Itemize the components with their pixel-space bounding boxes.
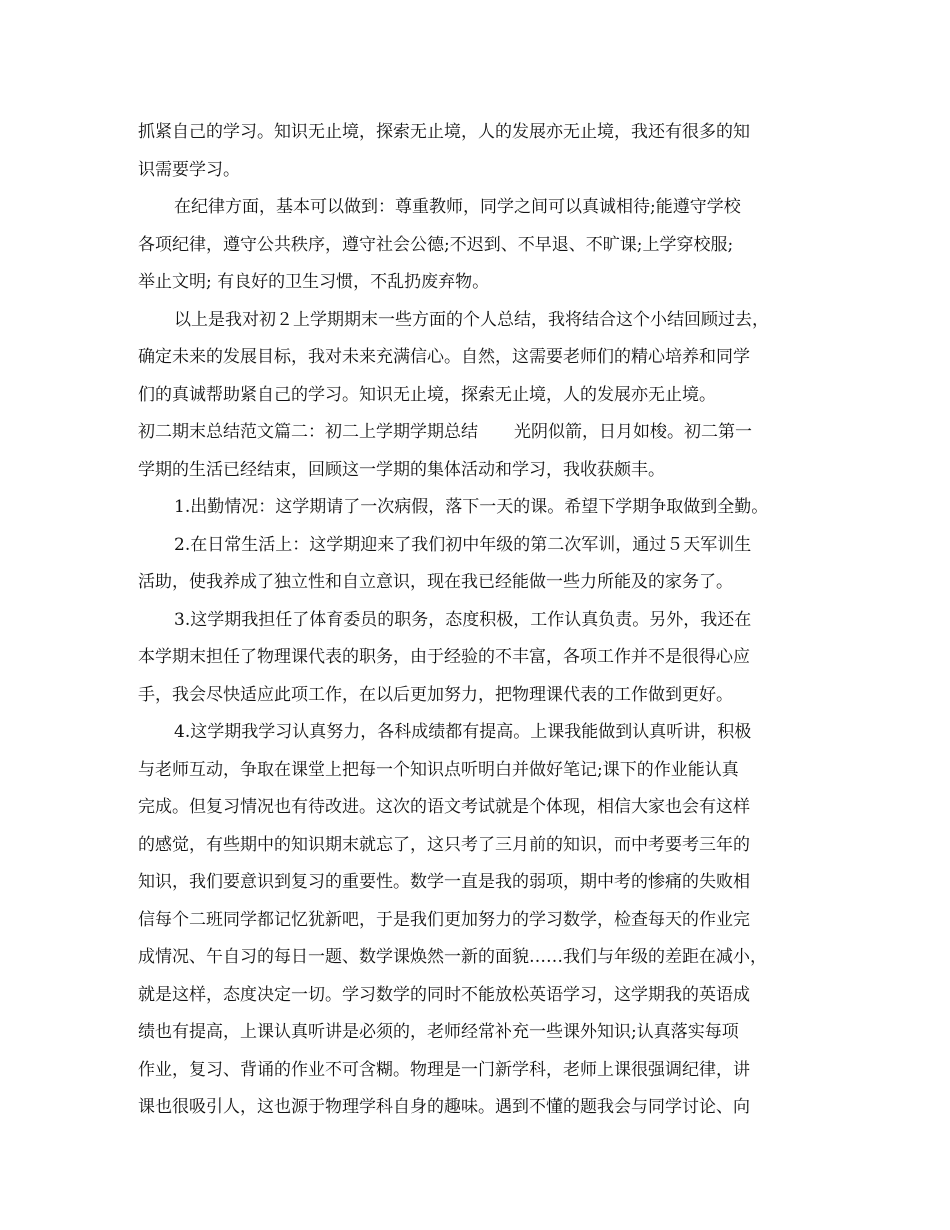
text-line: 知识，我们要意识到复习的重要性。数学一直是我的弱项，期中考的惨痛的失败相 [138,872,750,892]
document-body [138,114,828,1127]
list-item-2: 2.在日常生活上：这学期迎来了我们初中年级的第二次军训，通过５天军训生 [174,534,752,555]
text-line: 课也很吸引人，这也源于物理学科自身的趣味。遇到不懂的题我会与同学讨论、向 [138,1097,750,1117]
text-line-continuation: 光阴似箭，日月如梭。初二第一 [514,422,752,442]
list-item-3: 3.这学期我担任了体育委员的职务，态度积极，工作认真负责。另外，我还在 [174,609,752,630]
text-line: 本学期末担任了物理课代表的职务，由于经验的不丰富，各项工作并不是很得心应 [138,647,750,667]
text-line: 手，我会尽快适应此项工作，在以后更加努力，把物理课代表的工作做到更好。 [138,684,733,705]
text-line: 作业，复习、背诵的作业不可含糊。物理是一门新学科，老师上课很强调纪律，讲 [138,1059,750,1080]
text-line: 活助，使我养成了独立性和自立意识，现在我已经能做一些力所能及的家务了。 [138,572,733,592]
text-line: 信每个二班同学都记忆犹新吧，于是我们更加努力的学习数学，检查每天的作业完 [138,909,750,930]
text-line: 与老师互动，争取在课堂上把每一个知识点听明白并做好笔记;课下的作业能认真 [138,759,739,780]
text-line: 成情况、午自习的每日一题、数学课焕然一新的面貌……我们与年级的差距在减小， [138,947,767,967]
list-item-1: 1.出勤情况：这学期请了一次病假，落下一天的课。希望下学期争取做到全勤。 [174,497,769,517]
text-line: 举止文明; 有良好的卫生习惯，不乱扔废弃物。 [138,272,490,292]
text-line: 各项纪律，遵守公共秩序，遵守社会公德;不迟到、不早退、不旷课;上学穿校服; [138,234,734,255]
text-line: 的感觉，有些期中的知识期末就忘了，这只考了三月前的知识，而中考要考三年的 [138,834,750,855]
section-heading-line [138,414,828,452]
text-line: 就是这样，态度决定一切。学习数学的同时不能放松英语学习，这学期我的英语成 [138,984,750,1005]
text-line: 抓紧自己的学习。知识无止境，探索无止境，人的发展亦无止境，我还有很多的知 [138,122,750,142]
text-line: 确定未来的发展目标，我对未来充满信心。自然，这需要老师们的精心培养和同学 [138,347,750,367]
text-line: 完成。但复习情况也有待改进。这次的语文考试就是个体现，相信大家也会有这样 [138,797,750,817]
section-heading: 初二期末总结范文篇二：初二上学期学期总结 [138,422,478,442]
text-line: 学期的生活已经结束，回顾这一学期的集体活动和学习，我收获颇丰。 [138,459,665,480]
list-item-4: 4.这学期我学习认真努力，各科成绩都有提高。上课我能做到认真听讲，积极 [174,722,752,742]
text-line: 绩也有提高，上课认真听讲是必须的，老师经常补充一些课外知识;认真落实每项 [138,1022,739,1042]
text-line: 以上是我对初２上学期期末一些方面的个人总结，我将结合这个小结回顾过去， [174,309,769,330]
text-line: 识需要学习。 [138,159,240,180]
text-line: 们的真诚帮助紧自己的学习。知识无止境，探索无止境，人的发展亦无止境。 [138,384,716,405]
text-line: 在纪律方面，基本可以做到：尊重教师，同学之间可以真诚相待;能遵守学校 [174,197,741,217]
